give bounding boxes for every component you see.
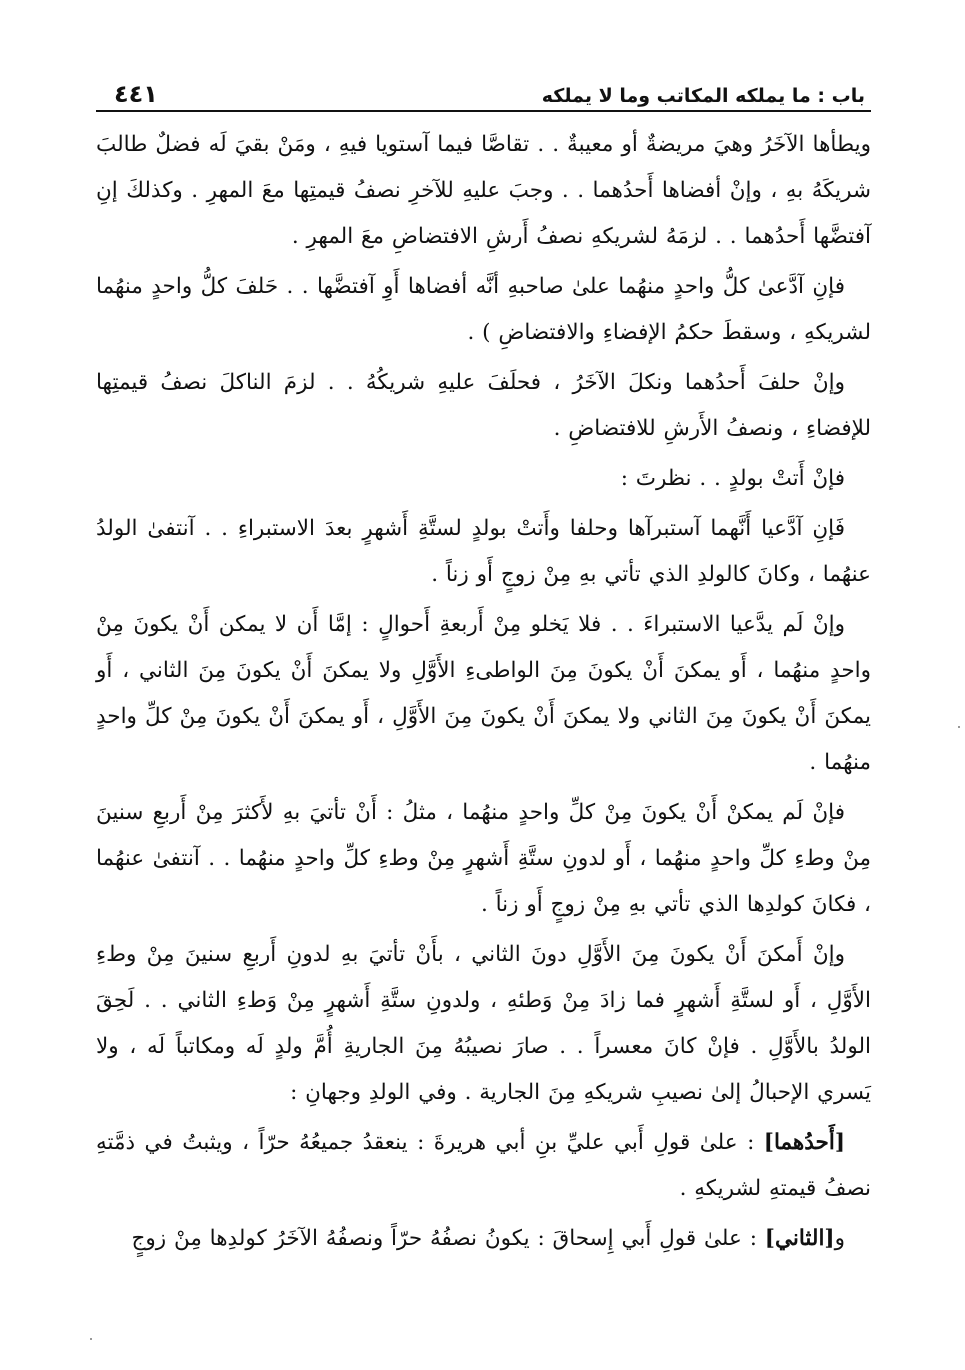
paragraph-text: فَإنِ آدَّعيا أَنَّهما آستبرآها وحلفا وأَتتْ بولدٍ لستَّةِ أَشهرٍ بعدَ الاستبراءِ . . آنتفىٰ الولدُ عنهُما ، وكانَ كالولدِ الذي تأتي بهِ مِنْ زوجٍ أَو زناً .: [96, 516, 871, 587]
paragraph: [96, 456, 871, 502]
paragraph-text: : علىٰ قولِ أَبي إِسحاقَ : يكونُ نصفُهُ حرّاً ونصفُهُ الآخَرُ كولدِها مِنْ زوجٍ: [131, 1226, 765, 1251]
paragraph-lead: [أَحدُهما]: [763, 1130, 845, 1155]
paragraph-lead: [الثاني]: [764, 1226, 835, 1251]
paragraph: [96, 932, 871, 1116]
paragraph: [96, 602, 871, 786]
paragraph: [96, 122, 871, 260]
paragraph-text: وإنْ حلفَ أَحدُهما ونكلَ الآخَرُ ، فحلَفَ عليهِ شريكُهُ . . لزمَ الناكلَ نصفُ قيمتِها للإفضاءِ ، ونصفُ الأَرشِ للافتضاضِ .: [96, 370, 871, 441]
paragraph: [96, 1120, 871, 1212]
paragraph: [96, 790, 871, 928]
paragraph-text: وإنْ لَم يدَّعيا الاستبراءَ . . فلا يَخلو مِنْ أَربعةِ أَحوالٍ : إمَّا أَن لا يمكن أَنْ يكونَ مِنْ واحدٍ منهُما ، أَو يمكنَ أَنْ يكونَ مِنَ الواطىءِ الأَوَّلِ ولا يمكنَ أَنْ يكونَ مِنَ الثاني ، أَو يمكنَ أَنْ يكونَ مِنَ الثاني ولا يمكنَ أَنْ يكونَ مِنَ الأَوَّلِ ، أَو يمكنَ أَنْ يكونَ مِنْ كلِّ واحدٍ منهُما .: [96, 612, 871, 775]
scan-speck: [90, 1338, 92, 1340]
paragraph-text: فإنْ لَم يمكنْ أَنْ يكونَ مِنْ كلِّ واحدٍ منهُما ، مثلُ : أَنْ تأتيَ بهِ لأَكثرَ مِنْ أَربعِ سنينَ مِنْ وطءِ كلِّ واحدٍ منهُما ، أَو لدونِ ستَّةِ أَشهرٍ مِنْ وطءِ كلِّ واحدٍ منهُما . . آنتفىٰ عنهُما ، فكانَ كولدِها الذي تأتي بهِ مِنْ زوجٍ أَو زناً .: [96, 800, 871, 917]
paragraph: [96, 506, 871, 598]
book-page: [96, 78, 871, 1262]
paragraph-prefix: و: [834, 1226, 845, 1251]
paragraph: [96, 264, 871, 356]
page-body: [96, 122, 871, 1262]
paragraph: [96, 360, 871, 452]
paragraph-text: ويطأها الآخَرُ وهيَ مريضةٌ أو معيبةٌ . . تقاصَّا فيما آستويا فيهِ ، ومَنْ بقيَ لَه فضلٌ طالبَ شريكَهُ بهِ ، وإنْ أفضاها أَحدُهما . . وجبَ عليهِ للآخرِ نصفُ قيمتِها معَ المهرِ . وكذلكَ إنِ آفتضَّها أَحدُهما . . لزمَهُ لشريكهِ نصفُ أَرشِ الافتضاضِ معَ المهرِ .: [96, 132, 871, 249]
chapter-title: باب : ما يملكه المكاتب وما لا يملكه: [541, 85, 865, 107]
paragraph-text: : علىٰ قولِ أَبي عليِّ بنِ أبي هريرةَ : ينعقدُ جميعُهُ حرّاً ، ويثبتُ في ذمَّتهِ نصفُ قيمتهِ لشريكهِ .: [96, 1130, 871, 1201]
scan-speck: [958, 726, 960, 728]
paragraph: [96, 1216, 871, 1262]
page-number: ٤٤١: [114, 80, 158, 108]
paragraph-text: وإنْ أَمكنَ أَنْ يكونَ مِنَ الأَوَّلِ دونَ الثاني ، بأَنْ تأتيَ بهِ لدونِ أَربعِ سنينَ مِنْ وطءِ الأَوَّلِ ، أَو لستَّةِ أَشهرٍ فما زادَ مِنْ وَطئهِ ، ولدونِ ستَّةِ أَشهرٍ مِنْ وَطءِ الثاني . . لَحِقَ الولدُ بالأَوَّلِ . فإنْ كانَ معسراً . . صارَ نصيبُهُ مِنَ الجاريةِ أُمَّ ولدٍ لَه ومكاتباً لَه ، ولا يَسري الإحبالُ إلىٰ نصيبِ شريكهِ مِنَ الجارية . وفي الولدِ وجهانِ :: [96, 942, 871, 1105]
page-header: [96, 78, 871, 112]
paragraph-text: فإنْ أَتتْ بولدٍ . . نظرتَ :: [620, 466, 845, 491]
paragraph-text: فإنِ آدَّعىٰ كلُّ واحدٍ منهُما علىٰ صاحبهِ أنَّه أفضاها أَوِ آفتضَّها . . حَلفَ كلُّ واحدٍ منهُما لشريكهِ ، وسقطَ حكمُ الإفضاءِ والافتضاضِ ) .: [96, 274, 871, 345]
